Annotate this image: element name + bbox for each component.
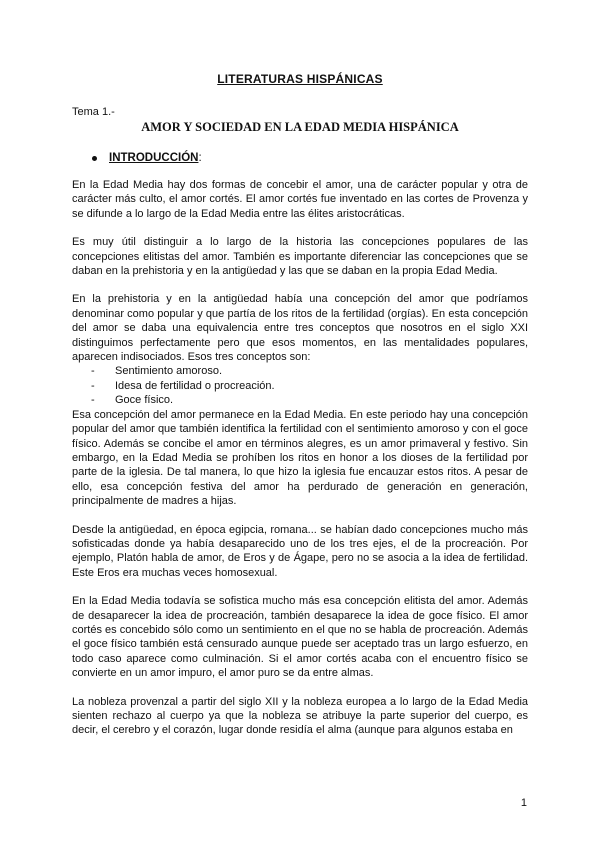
document-body xyxy=(72,178,528,752)
list-item: - Sentimiento amoroso. xyxy=(91,364,528,378)
page-number: 1 xyxy=(520,797,527,809)
section-heading xyxy=(92,152,202,164)
paragraph: Desde la antigüedad, en época egipcia, romana... se habían dado concepciones mucho más sofisticadas donde ya había desaparecido uno de los tres ejes, el de la procreación. Por ejemplo, Platón habla de amor, de Eros y de Ágape, pero no se asocia a la idea de fertilidad. Este Eros era muchas veces homosexual. xyxy=(72,523,528,579)
tema-label: Tema 1.- xyxy=(72,106,115,118)
paragraph: En la Edad Media todavía se sofistica mucho más esa concepción elitista del amor. Además de desaparecer la idea de procreación, también desaparece la idea de goce físico. El amor cortés es concebido sólo como un sentimiento en el que no se habla de procreación. Además el goce físico también está censurado aunque puede ser aceptado tras un largo esfuerzo, en todo caso aparece como culminación. Si el amor cortés acaba con el encuentro físico se convierte en un amor impuro, el amor puro se da entre almas. xyxy=(72,595,528,680)
paragraph: Esa concepción del amor permanece en la Edad Media. En este periodo hay una concepción popular del amor que también identifica la fertilidad con el sentimiento amoroso y con el goce físico. Además se concibe el amor en términos alegres, es un amor primaveral y festivo. Sin embargo, en la Edad Media se prohíben los ritos en honor a los dioses de la fertilidad por parte de la iglesia. De tal manera, lo que hizo la iglesia fue encauzar estos ritos. A pesar de ello, esa concepción festiva del amor ha perdurado de generación en generación, principalmente de madres a hijas. xyxy=(72,408,528,508)
paragraph: La nobleza provenzal a partir del siglo XII y la nobleza europea a lo largo de la Edad Media sienten rechazo al cuerpo ya que la nobleza se atribuye la parte superior del cuerpo, es decir, el cerebro y el corazón, lugar donde residía el alma (aunque para algunos estaba en xyxy=(72,695,528,737)
document-title: LITERATURAS HISPÁNICAS xyxy=(217,72,383,86)
list-item: - Idesa de fertilidad o procreación. xyxy=(91,379,528,393)
concept-list xyxy=(72,364,528,407)
document-subtitle: AMOR Y SOCIEDAD EN LA EDAD MEDIA HISPÁNICA xyxy=(141,120,459,134)
section-heading-colon: : xyxy=(198,152,202,164)
section-heading-label: INTRODUCCIÓN xyxy=(109,152,199,164)
bullet-icon xyxy=(92,156,97,161)
paragraph: Es muy útil distinguir a lo largo de la historia las concepciones populares de las concepciones elitistas del amor. También es importante diferenciar las concepciones que se daban en la prehistoria y en la antigüedad y las que se daban en la propia Edad Media. xyxy=(72,236,528,278)
paragraph: En la Edad Media hay dos formas de concebir el amor, una de carácter popular y otra de carácter más culto, el amor cortés. El amor cortés fue inventado en las cortes de Provenza y se difunde a lo largo de la Edad Media entre las élites aristocráticas. xyxy=(72,179,528,220)
paragraph: En la prehistoria y en la antigüedad había una concepción del amor que podríamos denominar como popular y que partía de los ritos de la fertilidad (orgías). En esta concepción del amor se daba una equivalencia entre tres conceptos que nosotros en el siglo XXI distinguimos perfectamente pero que esos momentos, en las mentalidades populares, aparecen indisociados. Esos tres conceptos son: xyxy=(72,293,528,364)
list-item: - Goce físico. xyxy=(91,393,528,407)
